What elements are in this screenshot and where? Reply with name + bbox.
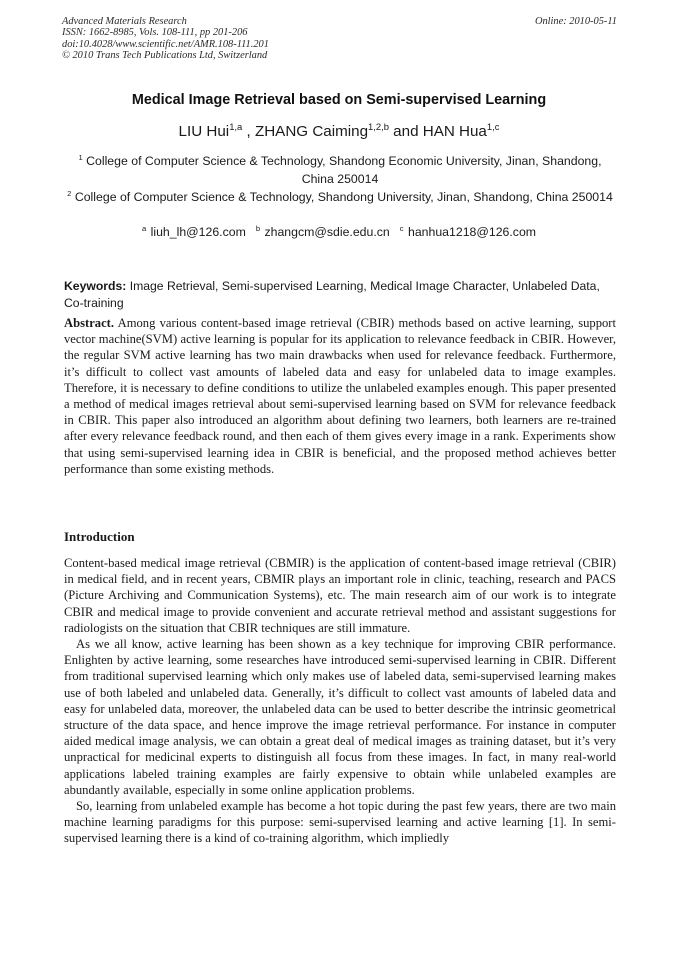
journal-header: [62, 16, 617, 61]
affiliation-mark: 1: [78, 152, 83, 162]
paragraph: Content-based medical image retrieval (CBMIR) is the application of content-based image retrieval (CBIR) in medical field, and in recent years, CBMIR plays an important role in clinic, teaching, research and PACS (Picture Archiving and Communication Systems), etc. The main research aim of our work is to integrate CBIR and medical image to provide convenient and accurate retrieval method and assistant suggestions for radiologists on the situation that CBIR techniques are still immature.: [64, 556, 616, 635]
journal-doi: doi:10.4028/www.scientific.net/AMR.108-111.201: [62, 38, 269, 50]
keywords: [64, 278, 616, 312]
affiliation-text: College of Computer Science & Technology, Shandong University, Jinan, Shandong, China 250014: [74, 190, 613, 204]
email-mark: c: [399, 223, 404, 233]
affiliation-1: [64, 152, 616, 188]
affiliation-text: College of Computer Science & Technology, Shandong Economic University, Jinan, Shandong, China 250014: [86, 154, 602, 186]
keywords-text: Image Retrieval, Semi-supervised Learning, Medical Image Character, Unlabeled Data, Co-training: [64, 279, 600, 310]
journal-info: [62, 16, 617, 61]
affiliation-2: [64, 188, 616, 206]
author-mark: 1,2,b: [368, 120, 389, 132]
paper-title: Medical Image Retrieval based on Semi-supervised Learning: [131, 92, 547, 108]
author-mark: 1,c: [486, 120, 500, 132]
abstract: [64, 315, 616, 477]
abstract-text: Among various content-based image retrieval (CBIR) methods based on active learning, support vector machine(SVM) active learning is popular for its application to relevance feedback in CBIR. However, the regular SVM active learning has two main drawbacks when used for relevance feedback. Furthermore, it’s difficult to collect vast amounts of labeled data and easy for unlabeled data to image examples. Therefore, it is necessary to define conditions to utilize the unlabeled examples enough. This paper presented a method of medical images retrieval about semi-supervised learning based on SVM for relevance feedback in CBIR. This paper also introduced an algorithm about defining two learners, both learners are re-trained after every relevance feedback round, and then each of them gives every image in a rank. Experiments show that using semi-supervised learning idea in CBIR is beneficial, and the proposed method achieves better performance than some existing methods.: [64, 316, 616, 476]
online-date: Online: 2010-05-11: [534, 16, 617, 27]
author-mark: 1,a: [229, 120, 243, 132]
journal-copyright: © 2010 Trans Tech Publications Ltd, Switzerland: [62, 49, 268, 61]
section-heading-introduction: Introduction: [64, 529, 135, 544]
email-mark: a: [141, 223, 147, 233]
author-name: HAN Hua: [422, 123, 487, 140]
email-mark: b: [255, 223, 261, 233]
keywords-label: Keywords:: [64, 279, 127, 293]
affiliation-mark: 2: [67, 188, 72, 198]
author-separator: ,: [242, 123, 255, 140]
email-list: [40, 224, 638, 240]
email-address: zhangcm@sdie.edu.cn: [264, 225, 390, 239]
journal-issn: ISSN: 1662-8985, Vols. 108-111, pp 201-206: [62, 27, 248, 39]
author-name: LIU Hui: [178, 123, 230, 140]
paragraph: So, learning from unlabeled example has become a hot topic during the past few years, there are two main machine learning paradigms for this purpose: semi-supervised learning and active learning [1]. In semi-supervised learning there is a kind of co-training algorithm, which impliedly: [64, 799, 616, 846]
author-list: [40, 122, 638, 142]
email-address: liuh_lh@126.com: [150, 225, 246, 239]
email-address: hanhua1218@126.com: [407, 225, 537, 239]
introduction-body: [64, 555, 616, 847]
abstract-label: Abstract.: [64, 316, 115, 330]
author-name: ZHANG Caiming: [254, 123, 369, 140]
journal-name: Advanced Materials Research: [62, 16, 187, 27]
paragraph: As we all know, active learning has been shown as a key technique for improving CBIR performance. Enlighten by active learning, some researches have introduced semi-supervised learning in CBIR. Different from traditional supervised learning which only makes use of labeled data, semi-supervised learning makes use of both labeled and unlabeled data. Generally, it’s difficult to collect vast amounts of labeled data and easy for unlabeled data, moreover, the unlabeled data can be used to better describe the intrinsic geometrical structure of the data space, and hence improve the image retrieval performance. For instance in computer aided medical image analysis, we can obtain a great deal of medical images as training dataset, but it’s very unpractical for medicinal experts to distinguish all focus from these images. In fact, in many real-world applications labeled training examples are fairly expensive to obtain while unlabeled examples are abundantly available, especially in some online application problems.: [64, 637, 616, 797]
author-separator: and: [388, 123, 423, 140]
